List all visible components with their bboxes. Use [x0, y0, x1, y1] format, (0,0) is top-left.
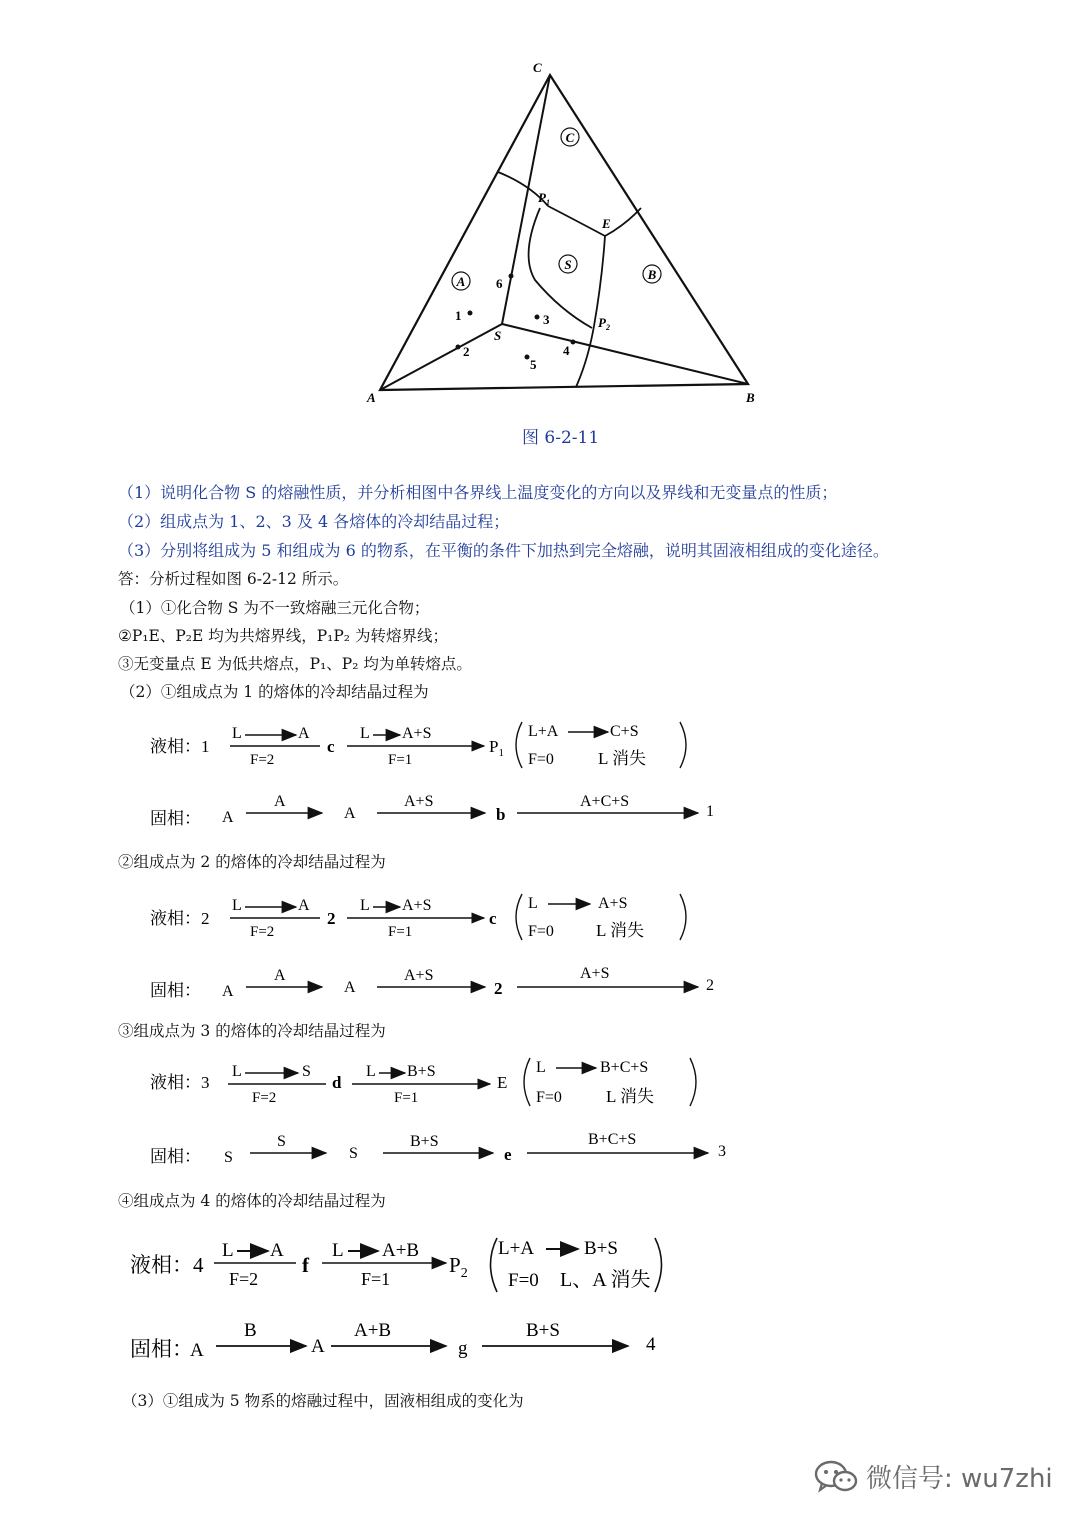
node2: $P_1$ — [489, 737, 504, 759]
solid-end: 4 — [646, 1334, 656, 1355]
vertex-C-label: C — [533, 60, 542, 75]
point-P1-label: $P_1$ — [538, 190, 550, 207]
composition-1: 1 — [455, 308, 462, 323]
ternary-phase-diagram — [0, 0, 1080, 460]
solid-end: 2 — [706, 977, 714, 994]
arrow1-dof: F=2 — [229, 1269, 259, 1289]
vertex-B-label: B — [746, 390, 755, 405]
solid-node2: e — [504, 1145, 512, 1164]
node2: c — [489, 909, 497, 928]
solid-arrow3-label: A+C+S — [580, 793, 630, 810]
arrow2-dof: F=1 — [394, 1090, 419, 1106]
solid-node1: A — [344, 805, 356, 822]
bracket-bottom-left: F=0 — [536, 1089, 562, 1106]
line-S-B — [502, 324, 748, 384]
node1: d — [332, 1073, 342, 1092]
bracket-bottom-left: F=0 — [528, 751, 554, 768]
question-3: （3）分别将组成为 5 和组成为 6 的物系，在平衡的条件下加热到完全熔融，说明其固液相组成的变化途径。 — [118, 541, 889, 560]
solid-arrow3-label: B+S — [526, 1320, 560, 1341]
answer-3-1: （3）①组成为 5 物系的熔融过程中，固液相组成的变化为 — [122, 1392, 524, 1410]
arrow2-dof: F=1 — [388, 924, 413, 940]
crystallization-scheme-2 — [0, 872, 1080, 1012]
region-B-label: B — [647, 267, 657, 282]
arrow2-from: L — [360, 725, 370, 742]
solid-arrow1-label: A — [274, 967, 286, 984]
answer-1-1: （1）①化合物 S 为不一致熔融三元化合物； — [120, 599, 430, 617]
bracket-bottom-right: L 消失 — [598, 749, 647, 768]
watermark — [814, 1458, 1053, 1495]
question-2: （2）组成点为 1、2、3 及 4 各熔体的冷却结晶过程； — [118, 512, 510, 531]
arrow2-from: L — [366, 1063, 376, 1080]
arrow1-from: L — [232, 897, 242, 914]
arrow2-dof: F=1 — [388, 752, 413, 768]
solid-end: 1 — [706, 803, 714, 820]
solid-label: 固相： — [150, 981, 201, 1000]
arrow2-to: A+S — [402, 725, 432, 742]
solid-arrow2-label: A+B — [354, 1320, 392, 1341]
solid-start: S — [224, 1149, 233, 1166]
boundary-P2-bottom — [576, 326, 594, 387]
arrow2-to: B+S — [407, 1063, 436, 1080]
liquid-label: 液相：2 — [150, 909, 210, 928]
answer-2-2: ②组成点为 2 的熔体的冷却结晶过程为 — [118, 853, 386, 871]
liquid-label: 液相：3 — [150, 1073, 210, 1092]
node2: E — [497, 1073, 508, 1092]
solid-arrow1-label: S — [277, 1133, 286, 1150]
solid-arrow3-label: B+C+S — [588, 1131, 637, 1148]
point-S-label: S — [494, 328, 502, 343]
arrow1-to: A — [270, 1240, 284, 1261]
solid-start: A — [222, 983, 234, 1000]
region-C-label: C — [565, 130, 575, 145]
arrow1-dof: F=2 — [252, 1090, 277, 1106]
bracket-top-left: L — [536, 1059, 546, 1076]
bracket-bottom-right: L 消失 — [596, 921, 645, 940]
node1: 2 — [327, 909, 336, 928]
composition-5: 5 — [530, 357, 537, 372]
bracket-top-left: L+A — [528, 723, 559, 740]
bracket-bottom-right: L、A 消失 — [560, 1269, 651, 1291]
arrow1-to: S — [302, 1063, 311, 1080]
arrow1-to: A — [298, 725, 310, 742]
bracket-bottom-left: F=0 — [508, 1270, 539, 1291]
node2: $P_2$ — [449, 1253, 468, 1281]
arrow1-dof: F=2 — [250, 752, 275, 768]
solid-start: A — [190, 1340, 204, 1361]
arrow2-from: L — [332, 1240, 344, 1261]
solid-arrow2-label: A+S — [404, 967, 434, 984]
solid-arrow2-label: A+S — [404, 793, 434, 810]
point-P2-label: $P_2$ — [598, 315, 610, 332]
bracket-bottom-right: L 消失 — [606, 1087, 655, 1106]
composition-6: 6 — [496, 276, 503, 291]
bracket-top-left: L — [528, 895, 538, 912]
solid-arrow1-label: B — [244, 1320, 257, 1341]
region-S-label: S — [564, 257, 572, 272]
question-1: （1）说明化合物 S 的熔融性质，并分析相图中各界线上温度变化的方向以及界线和无变量点的性质； — [118, 483, 838, 502]
composition-4: 4 — [563, 343, 570, 358]
solid-node2: b — [496, 805, 506, 824]
solid-arrow1-label: A — [274, 793, 286, 810]
solid-node1: A — [344, 979, 356, 996]
bracket-top-right: B+S — [584, 1238, 618, 1259]
wechat-icon — [814, 1459, 858, 1495]
figure-caption: 图 6-2-11 — [522, 428, 600, 448]
liquid-label: 液相：1 — [150, 737, 210, 756]
composition-2: 2 — [463, 344, 470, 359]
solid-label: 固相： — [150, 1147, 201, 1166]
solid-node2: g — [458, 1338, 468, 1359]
node1: c — [327, 737, 335, 756]
crystallization-scheme-1 — [0, 700, 1080, 840]
composition-3: 3 — [543, 312, 550, 327]
bracket-bottom-left: F=0 — [528, 923, 554, 940]
answer-2-1: （2）①组成点为 1 的熔体的冷却结晶过程为 — [120, 683, 429, 701]
arrow2-to: A+S — [402, 897, 432, 914]
answer-2-3: ③组成点为 3 的熔体的冷却结晶过程为 — [118, 1022, 386, 1040]
arrow2-dof: F=1 — [361, 1269, 391, 1289]
arrow1-to: A — [298, 897, 310, 914]
answer-1-2: ②P₁E、P₂E 均为共熔界线，P₁P₂ 为转熔界线； — [118, 627, 448, 645]
arrow2-from: L — [360, 897, 370, 914]
arrow2-to: A+B — [382, 1240, 420, 1261]
crystallization-scheme-3 — [0, 1042, 1080, 1182]
solid-label: 固相： — [130, 1337, 193, 1361]
solid-start: A — [222, 809, 234, 826]
bracket-top-right: B+C+S — [600, 1059, 649, 1076]
answer-1-3: ③无变量点 E 为低共熔点，P₁、P₂ 均为单转熔点。 — [118, 655, 472, 673]
solid-arrow2-label: B+S — [410, 1133, 439, 1150]
arrow1-from: L — [222, 1240, 234, 1261]
vertex-A-label: A — [367, 390, 376, 405]
arrow1-from: L — [232, 725, 242, 742]
bracket-top-right: A+S — [598, 895, 628, 912]
arrow1-dof: F=2 — [250, 924, 275, 940]
answer-2-4: ④组成点为 4 的熔体的冷却结晶过程为 — [118, 1192, 386, 1210]
crystallization-scheme-4 — [0, 1222, 1080, 1372]
boundary-P1-E — [548, 206, 605, 236]
bracket-top-right: C+S — [610, 723, 639, 740]
solid-node1: A — [311, 1336, 325, 1357]
bracket-top-left: L+A — [498, 1238, 535, 1259]
liquid-label: 液相：4 — [130, 1253, 204, 1277]
solid-arrow3-label: A+S — [580, 965, 610, 982]
watermark-text: 微信号: wu7zhi — [866, 1464, 1053, 1494]
node1: f — [302, 1253, 309, 1277]
arrow1-from: L — [232, 1063, 242, 1080]
solid-label: 固相： — [150, 809, 201, 828]
solid-node2: 2 — [494, 979, 503, 998]
region-A-label: A — [456, 274, 466, 289]
boundary-E-P2 — [594, 236, 605, 326]
answer-intro: 答：分析过程如图 6-2-12 所示。 — [118, 570, 349, 588]
solid-end: 3 — [718, 1143, 726, 1160]
solid-node1: S — [349, 1145, 358, 1162]
point-E-label: E — [602, 216, 611, 231]
